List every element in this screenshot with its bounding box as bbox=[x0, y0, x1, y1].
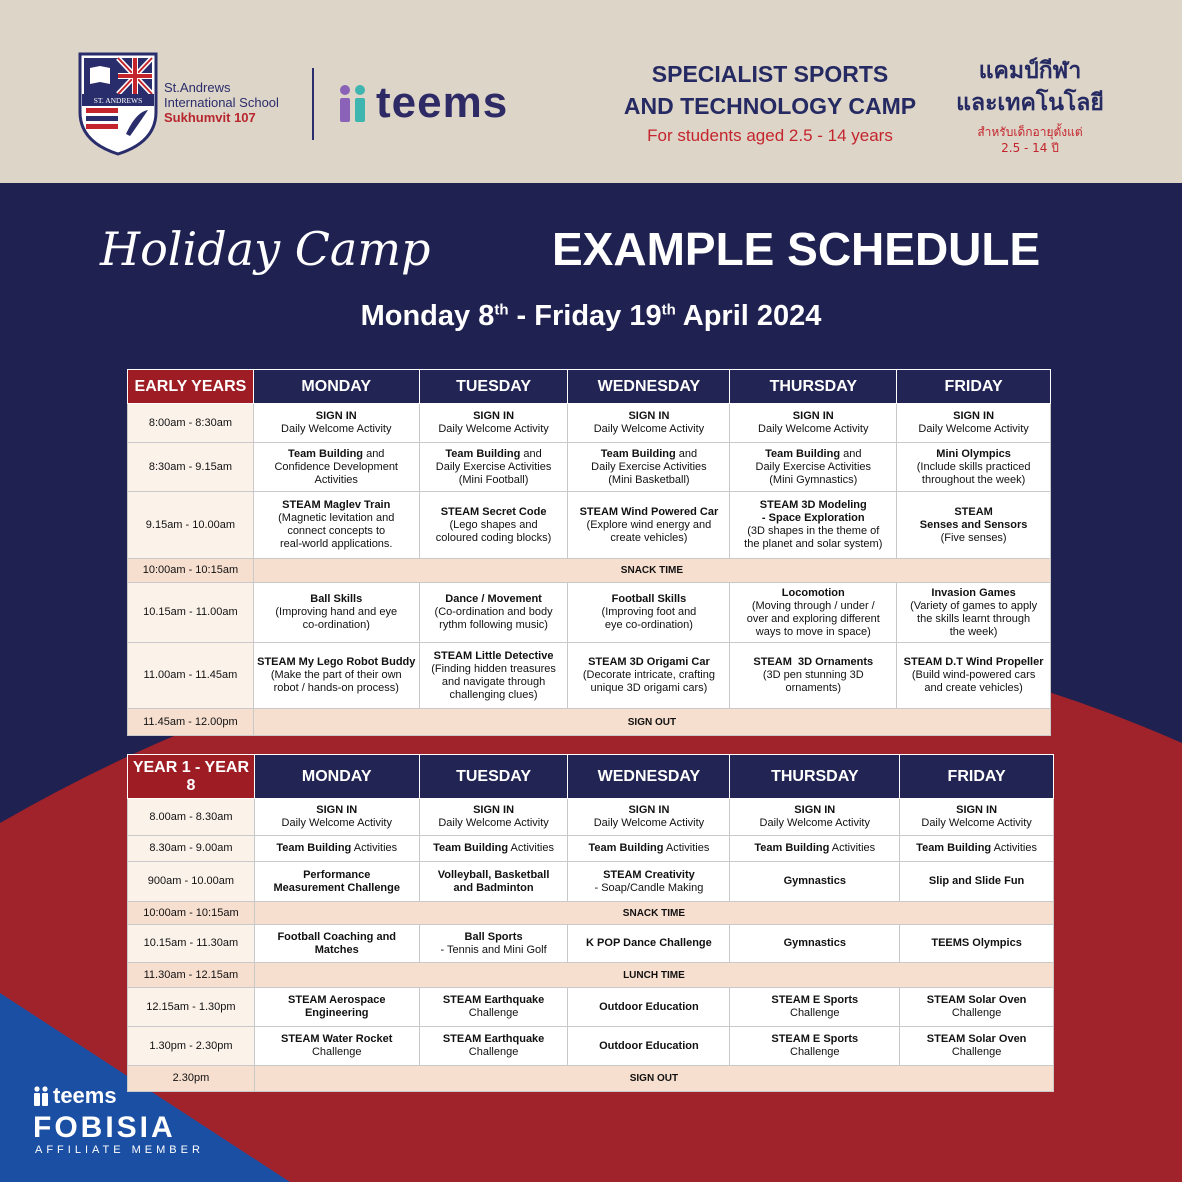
camp-title bbox=[600, 58, 940, 122]
table-row bbox=[128, 925, 1054, 963]
table-row bbox=[128, 1066, 1054, 1092]
day-header: THURSDAY bbox=[730, 755, 900, 799]
activity-cell: Performance Measurement Challenge bbox=[254, 862, 419, 902]
thai-sub-line-2: 2.5 - 14 ปี bbox=[1001, 141, 1059, 155]
activity-cell: STEAM 3D Origami Car (Decorate intricate, crafting unique 3D origami cars) bbox=[568, 643, 730, 709]
table-row bbox=[128, 988, 1054, 1027]
activity-cell: Dance / Movement (Co-ordination and body rythm following music) bbox=[419, 583, 568, 643]
school-name bbox=[164, 80, 279, 125]
footer-teems-logo bbox=[33, 1083, 117, 1109]
activity-cell: Outdoor Education bbox=[568, 988, 730, 1027]
activity-cell: Ball Sports - Tennis and Mini Golf bbox=[419, 925, 568, 963]
table-row bbox=[128, 559, 1051, 583]
day-header: TUESDAY bbox=[419, 755, 568, 799]
activity-cell: STEAM Solar Oven Challenge bbox=[900, 988, 1054, 1027]
activity-cell: STEAM Aerospace Engineering bbox=[254, 988, 419, 1027]
fobisia-logo: FOBISIA bbox=[33, 1111, 176, 1144]
svg-text:ST. ANDREWS: ST. ANDREWS bbox=[93, 96, 143, 105]
dates-part-c: April 2024 bbox=[675, 300, 822, 332]
activity-cell: STEAM E Sports Challenge bbox=[730, 988, 900, 1027]
activity-cell: STEAM E Sports Challenge bbox=[730, 1027, 900, 1066]
activity-cell: STEAM Senses and Sensors (Five senses) bbox=[897, 492, 1051, 559]
day-header: FRIDAY bbox=[900, 755, 1054, 799]
table-row bbox=[128, 902, 1054, 925]
activity-cell: Team Building Activities bbox=[254, 836, 419, 862]
sign-out-cell: SIGN OUT bbox=[253, 709, 1050, 736]
activity-cell: Locomotion (Moving through / under / over and exploring different ways to move in space) bbox=[730, 583, 897, 643]
activity-cell: STEAM Solar Oven Challenge bbox=[900, 1027, 1054, 1066]
thai-title-line-2: และเทคโนโลยี bbox=[956, 90, 1104, 116]
day-header: MONDAY bbox=[254, 755, 419, 799]
table-row bbox=[128, 836, 1054, 862]
time-slot: 1.30pm - 2.30pm bbox=[128, 1027, 255, 1066]
activity-cell: Team Building and Daily Exercise Activities (Mini Gymnastics) bbox=[730, 443, 897, 492]
activity-cell: TEEMS Olympics bbox=[900, 925, 1054, 963]
activity-cell: SIGN IN Daily Welcome Activity bbox=[897, 404, 1051, 443]
teems-wordmark: teems bbox=[376, 78, 509, 127]
activity-cell: SIGN IN Daily Welcome Activity bbox=[568, 799, 730, 836]
activity-cell: Team Building and Confidence Development Activities bbox=[253, 443, 419, 492]
header-divider bbox=[312, 68, 314, 140]
activity-cell: SIGN IN Daily Welcome Activity bbox=[254, 799, 419, 836]
lunch-time-cell: LUNCH TIME bbox=[254, 963, 1053, 988]
year-1-8-table bbox=[127, 754, 1054, 1092]
example-schedule-title: EXAMPLE SCHEDULE bbox=[552, 223, 1041, 275]
activity-cell: STEAM 3D Ornaments (3D pen stunning 3D ornaments) bbox=[730, 643, 897, 709]
activity-cell: Gymnastics bbox=[730, 925, 900, 963]
activity-cell: SIGN IN Daily Welcome Activity bbox=[253, 404, 419, 443]
camp-title-line-1: SPECIALIST SPORTS bbox=[651, 61, 889, 87]
footer-teems-wordmark: teems bbox=[53, 1083, 117, 1108]
table-row bbox=[128, 799, 1054, 836]
thai-sub-line-1: สำหรับเด็กอายุตั้งแต่ bbox=[977, 125, 1083, 139]
time-slot: 8:30am - 9.15am bbox=[128, 443, 254, 492]
camp-subtitle: For students aged 2.5 - 14 years bbox=[647, 126, 893, 145]
dates-part-a: Monday 8 bbox=[360, 300, 495, 332]
activity-cell: SIGN IN Daily Welcome Activity bbox=[730, 404, 897, 443]
table-row bbox=[128, 404, 1051, 443]
time-slot: 8:00am - 8:30am bbox=[128, 404, 254, 443]
day-header: WEDNESDAY bbox=[568, 370, 730, 404]
time-slot: 9.15am - 10.00am bbox=[128, 492, 254, 559]
activity-cell: Team Building and Daily Exercise Activities (Mini Basketball) bbox=[568, 443, 730, 492]
early-years-label: EARLY YEARS bbox=[128, 370, 254, 404]
table-row bbox=[128, 1027, 1054, 1066]
activity-cell: Invasion Games (Variety of games to apply the skills learnt through the week) bbox=[897, 583, 1051, 643]
activity-cell: Team Building Activities bbox=[730, 836, 900, 862]
school-crest-icon bbox=[78, 52, 158, 156]
affiliate-member-text: AFFILIATE MEMBER bbox=[35, 1144, 204, 1156]
time-slot: 10:00am - 10:15am bbox=[128, 559, 254, 583]
table-row bbox=[128, 709, 1051, 736]
table-header-row bbox=[128, 370, 1051, 404]
time-slot: 10.15am - 11.00am bbox=[128, 583, 254, 643]
day-header: TUESDAY bbox=[419, 370, 568, 404]
dates-sup-a: th bbox=[494, 301, 509, 319]
activity-cell: STEAM Earthquake Challenge bbox=[419, 1027, 568, 1066]
table-row bbox=[128, 862, 1054, 902]
activity-cell: Volleyball, Basketball and Badminton bbox=[419, 862, 568, 902]
activity-cell: STEAM Creativity - Soap/Candle Making bbox=[568, 862, 730, 902]
activity-cell: Team Building Activities bbox=[419, 836, 568, 862]
activity-cell: STEAM Maglev Train (Magnetic levitation and connect concepts to real-world applications. bbox=[253, 492, 419, 559]
table-row bbox=[128, 643, 1051, 709]
snack-time-cell: SNACK TIME bbox=[253, 559, 1050, 583]
thai-title bbox=[945, 55, 1115, 119]
school-line-3: Sukhumvit 107 bbox=[164, 110, 256, 125]
sign-out-cell: SIGN OUT bbox=[254, 1066, 1053, 1092]
school-line-1: St.Andrews bbox=[164, 80, 231, 95]
time-slot: 10.15am - 11.30am bbox=[128, 925, 255, 963]
teems-logo bbox=[338, 78, 508, 128]
day-header: FRIDAY bbox=[897, 370, 1051, 404]
teems-logo-icon bbox=[338, 84, 368, 122]
snack-time-cell: SNACK TIME bbox=[254, 902, 1053, 925]
activity-cell: Ball Skills (Improving hand and eye co-ordination) bbox=[253, 583, 419, 643]
time-slot: 11.45am - 12.00pm bbox=[128, 709, 254, 736]
activity-cell: SIGN IN Daily Welcome Activity bbox=[568, 404, 730, 443]
year-1-8-label: YEAR 1 - YEAR 8 bbox=[128, 755, 255, 799]
activity-cell: STEAM Wind Powered Car (Explore wind energy and create vehicles) bbox=[568, 492, 730, 559]
holiday-camp-script-title: Holiday Camp bbox=[100, 222, 431, 276]
time-slot: 2.30pm bbox=[128, 1066, 255, 1092]
activity-cell: Slip and Slide Fun bbox=[900, 862, 1054, 902]
table-row bbox=[128, 492, 1051, 559]
activity-cell: Team Building Activities bbox=[900, 836, 1054, 862]
activity-cell: Football Skills (Improving foot and eye co-ordination) bbox=[568, 583, 730, 643]
school-line-2: International School bbox=[164, 95, 279, 110]
day-header: MONDAY bbox=[253, 370, 419, 404]
activity-cell: STEAM Secret Code (Lego shapes and coloured coding blocks) bbox=[419, 492, 568, 559]
activity-cell: SIGN IN Daily Welcome Activity bbox=[730, 799, 900, 836]
activity-cell: Gymnastics bbox=[730, 862, 900, 902]
activity-cell: STEAM Water Rocket Challenge bbox=[254, 1027, 419, 1066]
table-row bbox=[128, 963, 1054, 988]
activity-cell: K POP Dance Challenge bbox=[568, 925, 730, 963]
table-row bbox=[128, 583, 1051, 643]
day-header: WEDNESDAY bbox=[568, 755, 730, 799]
activity-cell: Football Coaching and Matches bbox=[254, 925, 419, 963]
time-slot: 12.15am - 1.30pm bbox=[128, 988, 255, 1027]
thai-subtitle bbox=[945, 124, 1115, 156]
table-header-row bbox=[128, 755, 1054, 799]
time-slot: 10:00am - 10:15am bbox=[128, 902, 255, 925]
dates-sup-b: th bbox=[661, 301, 676, 319]
activity-cell: SIGN IN Daily Welcome Activity bbox=[419, 404, 568, 443]
activity-cell: STEAM D.T Wind Propeller (Build wind-powered cars and create vehicles) bbox=[897, 643, 1051, 709]
time-slot: 8.30am - 9.00am bbox=[128, 836, 255, 862]
table-row bbox=[128, 443, 1051, 492]
time-slot: 11.30am - 12.15am bbox=[128, 963, 255, 988]
activity-cell: Team Building Activities bbox=[568, 836, 730, 862]
activity-cell: STEAM Little Detective (Finding hidden treasures and navigate through challenging clues) bbox=[419, 643, 568, 709]
time-slot: 900am - 10.00am bbox=[128, 862, 255, 902]
activity-cell: Mini Olympics (Include skills practiced throughout the week) bbox=[897, 443, 1051, 492]
activity-cell: Team Building and Daily Exercise Activities (Mini Football) bbox=[419, 443, 568, 492]
date-range bbox=[0, 300, 1182, 333]
day-header: THURSDAY bbox=[730, 370, 897, 404]
teems-logo-icon bbox=[33, 1086, 49, 1106]
time-slot: 11.00am - 11.45am bbox=[128, 643, 254, 709]
camp-title-line-2: AND TECHNOLOGY CAMP bbox=[623, 93, 917, 119]
activity-cell: SIGN IN Daily Welcome Activity bbox=[900, 799, 1054, 836]
activity-cell: STEAM 3D Modeling - Space Exploration (3D shapes in the theme of the planet and solar system) bbox=[730, 492, 897, 559]
early-years-table bbox=[127, 369, 1051, 736]
dates-part-b: - Friday 19 bbox=[508, 300, 662, 332]
thai-title-line-1: แคมป์กีฬา bbox=[978, 58, 1082, 84]
activity-cell: Outdoor Education bbox=[568, 1027, 730, 1066]
time-slot: 8.00am - 8.30am bbox=[128, 799, 255, 836]
activity-cell: STEAM My Lego Robot Buddy (Make the part of their own robot / hands-on process) bbox=[253, 643, 419, 709]
activity-cell: STEAM Earthquake Challenge bbox=[419, 988, 568, 1027]
activity-cell: SIGN IN Daily Welcome Activity bbox=[419, 799, 568, 836]
